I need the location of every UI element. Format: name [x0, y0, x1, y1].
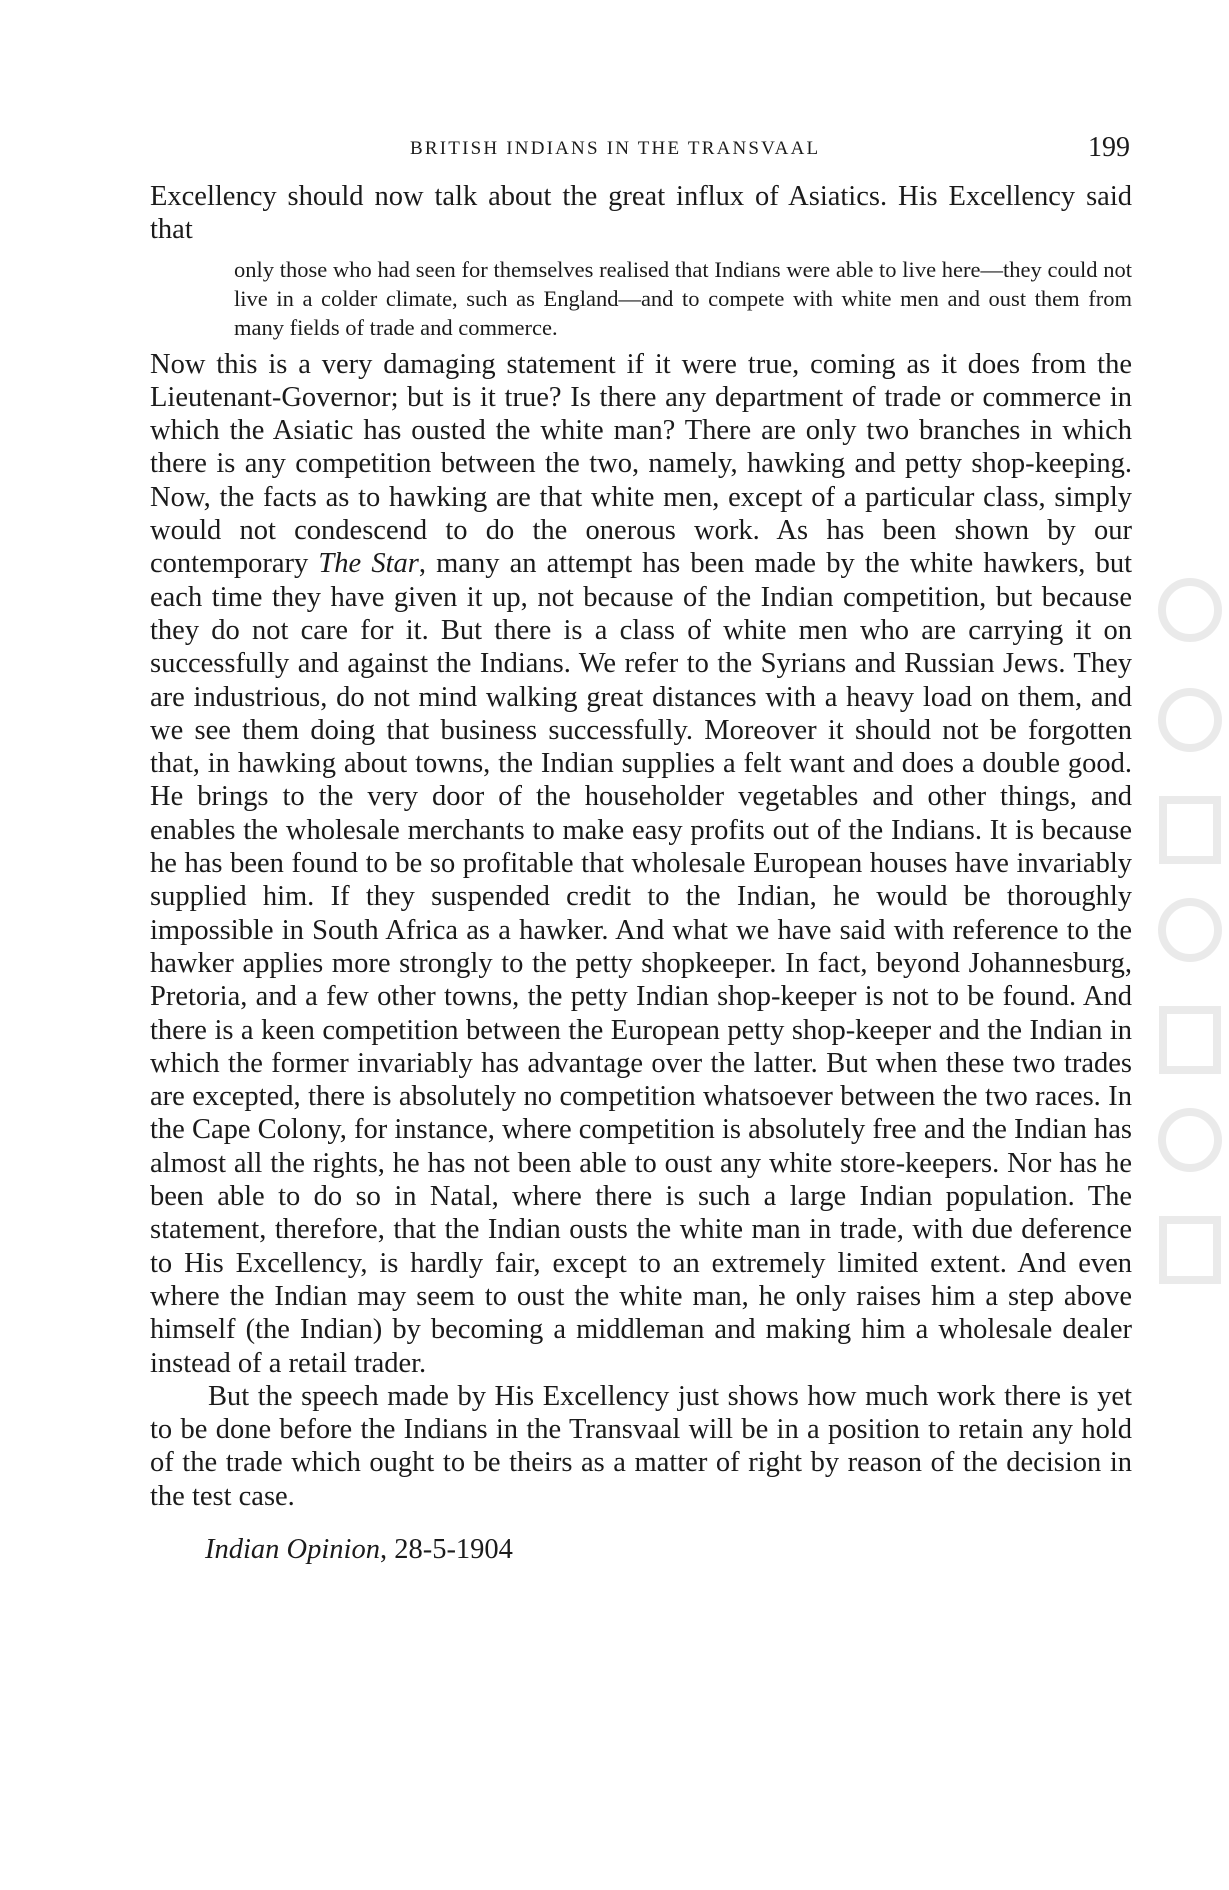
- source-publication: Indian Opinion: [205, 1533, 380, 1565]
- page-header: [150, 132, 1130, 168]
- paragraph-closing: But the speech made by His Excellency just shows how much work there is yet to be done before the Indians in the Transvaal will be in a position to retain any hold of the trade which ought to be theirs as a matter of right by reason of the decision in the test case.: [150, 1380, 1132, 1512]
- watermark-mark: [1155, 560, 1225, 1340]
- paragraph-main: [150, 348, 1132, 1380]
- page-number: 199: [1088, 132, 1130, 163]
- source-citation: [205, 1533, 1132, 1566]
- paragraph-main-text-a: Now this is a very damaging statement if it were true, coming as it does from the Lieutenant-Governor; but is it true? Is there any department of trade or commerce in which the Asiatic has ousted the white man? There are only two branches in which there is any competition between the two, namely, hawking and petty shop-keeping. Now, the facts as to hawking are that white men, except of a particular class, simply would not condescend to do the onerous work. As has been shown by our contemporary: [150, 348, 1132, 580]
- source-date: , 28-5-1904: [379, 1533, 513, 1565]
- lead-in-paragraph: Excellency should now talk about the great influx of Asiatics. His Excellency said that: [150, 181, 1132, 246]
- block-quote: only those who had seen for themselves realised that Indians were able to live here—they could not live in a colder climate, such as England—and to compete with white men and oust them from many fields of trade and commerce.: [234, 256, 1132, 340]
- page-body: [150, 180, 1132, 1566]
- paragraph-main-text-b: , many an attempt has been made by the white hawkers, but each time they have given it up, not because of the Indian competition, but because they do not care for it. But there is a class of white men who are carrying it on successfully and against the Indians. We refer to the Syrians and Russian Jews. They are industrious, do not mind walking great distances with a heavy load on them, and we see them doing that business successfully. Moreover it should not be forgotten that, in hawking about towns, the Indian supplies a felt want and does a double good. He brings to the very door of the householder vegetables and other things, and enables the wholesale merchants to make easy profits out of the Indians. It is because he has been found to be so profitable that wholesale European houses have invariably supplied him. If they suspended credit to the Indian, he would be thoroughly impossible in South Africa as a hawker. And what we have said with reference to the hawker applies more strongly to the petty shopkeeper. In fact, beyond Johannesburg, Pretoria, and a few other towns, the petty Indian shop-keeper is not to be found. And there is a keen competition between the European petty shop-keeper and the Indian in which the former invariably has advantage over the latter. But when these two trades are excepted, there is absolutely no competition whatsoever between the two races. In the Cape Colony, for instance, where competition is absolutely free and the Indian has almost all the rights, he has not been able to oust any white store-keepers. Nor has he been able to do so in Natal, where there is such a large Indian population. The statement, therefore, that the Indian ousts the white man in trade, with due deference to His Excellency, is hardly fair, except to an extremely limited extent. And even where the Indian may seem to oust the white man, he only raises him a step above himself (the Indian) by becoming a middleman and making him a wholesale dealer instead of a retail trader.: [150, 548, 1132, 1379]
- newspaper-title: The Star: [318, 548, 419, 580]
- running-title: BRITISH INDIANS IN THE TRANSVAAL: [410, 138, 821, 159]
